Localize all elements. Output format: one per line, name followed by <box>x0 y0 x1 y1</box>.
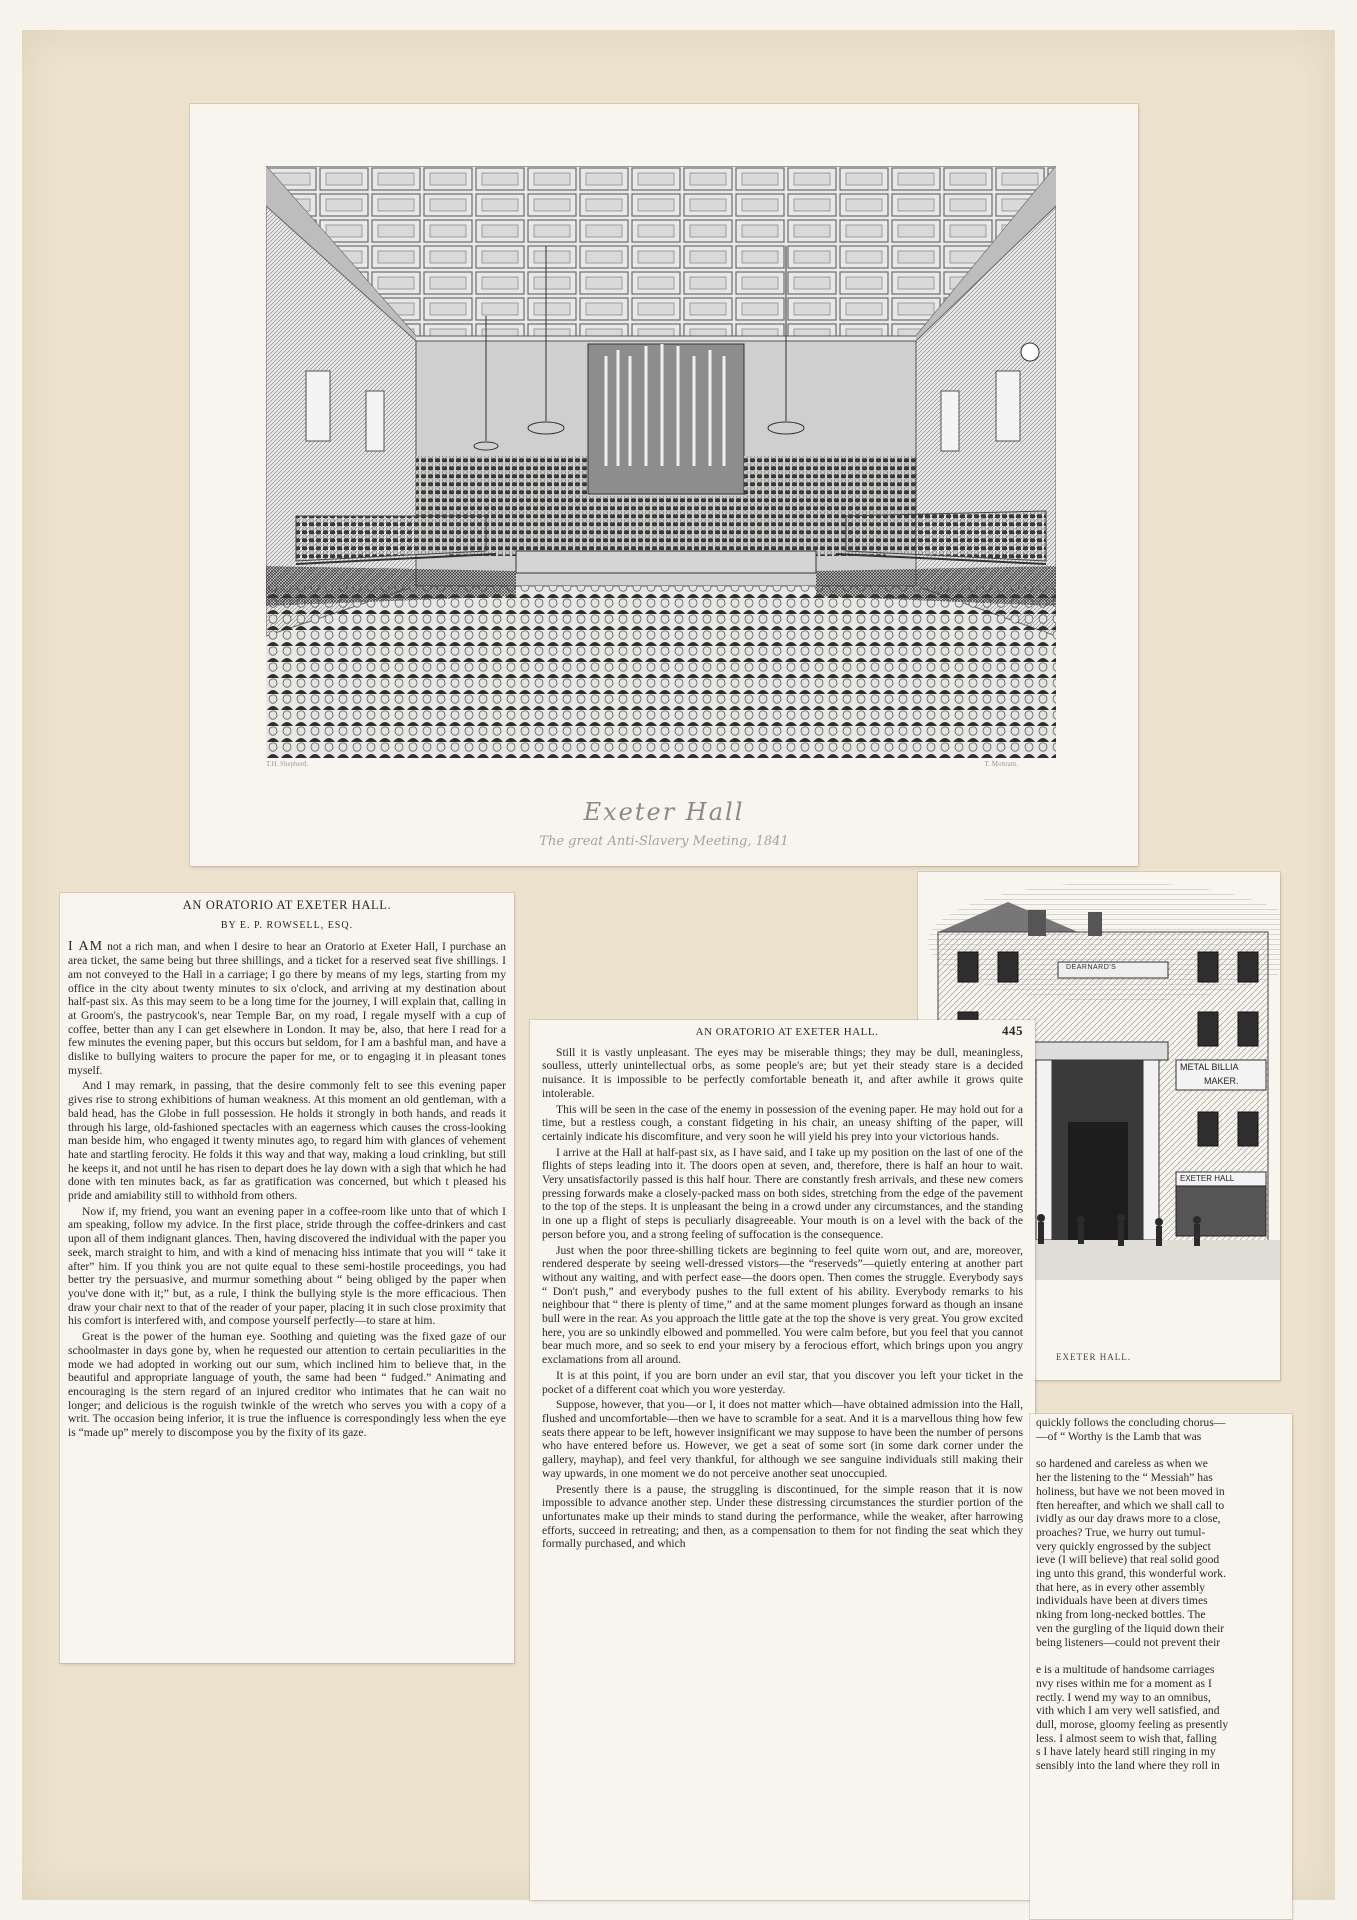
article-column-left <box>68 899 506 1440</box>
article-fragment-right <box>1030 1414 1292 1919</box>
fragment-line: ieve (I will believe) that real solid good <box>1036 1553 1220 1567</box>
plate-subtitle: The great Anti-Slavery Meeting, 1841 <box>539 834 789 849</box>
fragment-line: quickly follows the concluding chorus— <box>1036 1416 1226 1429</box>
running-head <box>542 1024 1023 1040</box>
fragment-line: nvy rises within me for a moment as I <box>1036 1676 1212 1690</box>
woodcut-sign-mid-2: MAKER. <box>1204 1076 1239 1086</box>
article-paragraph: This will be seen in the case of the enemy in possession of the evening paper. He may hold out for a time, but a restless cough, a constant fidgeting in his chair, an uneasy shifting of the paper, will certainly indicate his discomfiture, and very soon he will yield his prey into your victorious hands. <box>542 1102 1023 1143</box>
article-byline: BY E. P. ROWSELL, ESQ. <box>220 919 354 931</box>
fragment-line: less. I almost seem to wish that, falling <box>1036 1731 1217 1745</box>
article-column-center <box>542 1024 1023 1551</box>
fragment-line: ividly as our day draws more to a close, <box>1036 1512 1221 1526</box>
fragment-line: ing unto this grand, this wonderful work. <box>1036 1567 1226 1581</box>
fragment-line: rectly. I wend my way to an omnibus, <box>1036 1690 1211 1704</box>
fragment-line: her the listening to the “ Messiah” has <box>1036 1471 1213 1485</box>
exeter-hall-interior-engraving <box>266 166 1056 758</box>
article-clipping-center <box>530 1020 1035 1900</box>
article-paragraph: And I may remark, in passing, that the desire commonly felt to see this evening paper gives rise to strong exhibitions of human weakness. At this moment an old gentleman, with a bald head, has the Globe in full possession. He holds it strongly in both hands, and reads it through his large, old-fashioned spectacles with an eagerness which causes the cross-looking man beside him, who engaged it twenty minutes ago, to regard him with glances of vehement hate and startling ferocity. He folds it this way and that way, making a loud crinkling, but still he keeps it, and not until he has risen to depart does he lay down with a sigh that which he had done with ten minutes back, as far as gratification was concerned, but which t pleased his pride and amiability still to withhold from others. <box>68 1079 506 1203</box>
article-paragraph: Now if, my friend, you want an evening paper in a coffee-room like unto that of which I am speaking, follow my advice. In the first place, stride through the coffee-drinkers and cast upon all of them indignant glances. Then, having discovered the individual with the paper you seek, march straight to him, and with a kind of menacing hiss intimate that you will “ take it after” him. If you think you are not quite equal to these semi-hostile proceedings, you had better try the persuasive, and murmur something about “ being obliged by the paper when you've done with it;” but, as a rule, I think the bullying style is the more efficacious. Then draw your chair next to that of the reader of your paper, placing it in such close proximity that his comfort is interfered with, and compose yourself perfectly—to stare at him. <box>68 1204 506 1328</box>
fragment-line: individuals have been at divers times <box>1036 1594 1208 1608</box>
plate-title: Exeter Hall <box>583 798 745 826</box>
fragment-lines-b <box>1036 1457 1286 1649</box>
fragment-line: nking from long-necked bottles. The <box>1036 1608 1206 1622</box>
article-paragraph: I arrive at the Hall at half-past six, as I have said, and I take up my position on the last of one of the flights of steps leading into it. The doors open at seven, and, therefore, there is half an hour to wait. Very unsatisfactorily passed is this half hour. There are constantly fresh arrivals, and these new comers pressing forwards make a closely-packed mass on both sides, stretching from the edge of the pavement to the top of the steps. It is unpleasant the being in a crowd under any circumstances, and the standing in one up a flight of steps is peculiarly disagreeable. Your mouth is on a level with the back of the person before you, and a strong feeling of suffocation is the consequence. <box>542 1145 1023 1241</box>
dropcap: I AM <box>68 939 104 955</box>
fragment-column <box>1036 1416 1286 1773</box>
fragment-line: being listeners—could not prevent their <box>1036 1635 1221 1649</box>
article-paragraph: Still it is vastly unpleasant. The eyes may be miserable things; they may be dull, meaningless, soulless, utterly unintellectual orbs, as some people's are; but yet their steady stare is a decided nuisance. It is impossible to be perfectly comfortable beneath it, and after awhile it grows quite intolerable. <box>542 1045 1023 1100</box>
woodcut-sign-low: EXETER HALL <box>1180 1174 1235 1183</box>
article-paragraph: Just when the poor three-shilling tickets are beginning to feel quite worn out, and are, moreover, rendered desperate by seeing well-dressed vistors—the “reserveds”—quietly entering at another part without any waiting, and with perfect ease—the doors open. Then comes the struggle. Everybody says “ Don't push,” and everybody pushes to the full extent of his ability. Everybody remarks to his neighbour that “ there is plenty of time,” and at the same moment plunges forward as though an insane bull were in the rear. As you approach the little gate at the top the shove is very great. You grow excited here, you are so unkindly elbowed and pommelled. You were calm before, but you feel that you cannot bear much more, and so seek to end your misery by a ferocious effort, which brings upon you angry exclamations from all around. <box>542 1243 1023 1367</box>
fragment-line: s I have lately heard still ringing in my <box>1036 1745 1216 1759</box>
fragment-line: so hardened and careless as when we <box>1036 1457 1208 1471</box>
fragment-line: vith which I am very well satisfied, and <box>1036 1704 1220 1718</box>
woodcut-caption: EXETER HALL. <box>1056 1352 1131 1362</box>
engraver-credit-right: T. Mottram. <box>984 760 1018 768</box>
woodcut-sign-top: DEARNARD'S <box>1066 964 1117 971</box>
engraving-plate <box>190 104 1138 866</box>
page-number: 445 <box>1002 1023 1023 1038</box>
fragment-line: dull, morose, gloomy feeling as presently <box>1036 1718 1229 1732</box>
running-head-title: AN ORATORIO AT EXETER HALL. <box>695 1026 879 1038</box>
fragment-line: sensibly into the land where they roll in <box>1036 1759 1220 1773</box>
fragment-line: very quickly engrossed by the subject <box>1036 1539 1211 1553</box>
article-clipping-left <box>60 893 514 1663</box>
article-paragraph: I AM not a rich man, and when I desire to hear an Oratorio at Exeter Hall, I purchase an area ticket, the same being but three shillings, and a ticket for a reserved seat five shillings. I am not conveyed to the Hall in a carriage; I go there by means of my legs, starting from my office in the city about twenty minutes to six o'clock, and arriving at my destination about half-past six. As this may seem to be a long time for the journey, I will explain that, calling in at Groom's, the pastrycook's, near Temple Bar, on my road, I regale myself with a cup of coffee, better than any I can get elsewhere in London. It may be, also, that here I read for a few minutes the evening paper, but this occurs but seldom, for I am a bashful man, and have a dislike to bullying waiters to procure the paper for me, or to engaging it in pleasant tones myself. <box>68 939 506 1077</box>
article-paragraph: Great is the power of the human eye. Soothing and quieting was the fixed gaze of our schoolmaster in days gone by, when he requested our attention to certain peculiarities in the mode we had adopted in working out our sum, which inclined him to believe that, in the beautiful and appropriate language of youth, the same had been “ fudged.” Animating and encouraging is the stern regard of an injured creditor who intimates that he can wait no longer; and delicious is the roguish twinkle of the wretch who serves you with a copy of a writ. The occasion being inferior, it is true the influence is correspondingly less when the eye is “made up” merely to discompose you by the fixity of its gaze. <box>68 1330 506 1440</box>
article-paragraph: Presently there is a pause, the struggling is discontinued, for the simple reason that it is now impossible to advance another step. Under these distressing circumstances the sturdier portion of the unfortunates make up their minds to stand during the performance, while the weaker, after harrowing efforts, succeed in retreating; and then, as a compensation to them for not finding the seat which they formally purchased, and which <box>542 1482 1023 1551</box>
fragment-line: ven the gurgling of the liquid down their <box>1036 1621 1225 1635</box>
fragment-line: proaches? True, we hurry out tumul- <box>1036 1525 1206 1539</box>
article-paragraph: It is at this point, if you are born under an evil star, that you discover you left your ticket in the pocket of a different coat which you wore yesterday. <box>542 1368 1023 1396</box>
fragment-line: that here, as in every other assembly <box>1036 1580 1206 1594</box>
engraver-credit-left: T.H. Shepherd. <box>266 760 309 768</box>
fragment-line: e is a multitude of handsome carriages <box>1036 1663 1215 1677</box>
article-paragraph: Suppose, however, that you—or I, it does not matter which—have obtained admission into the Hall, flushed and uncomfortable—then we have to scramble for a seat. And it is a marvellous thing how few seats there appear to be left, however insignificant we may suppose to have been the number of persons who have entered before us. However, we get a seat of some sort (in some dark corner under the gallery, mayhap), and feel very thankful, for although we see sanguine individuals still making their way upwards, in one moment we do not perceive another seat unoccupied. <box>542 1398 1023 1480</box>
fragment-lines-c <box>1036 1663 1286 1773</box>
fragment-line: ften hereafter, and which we shall call to <box>1036 1498 1225 1512</box>
fragment-line: —of “ Worthy is the Lamb that was <box>1036 1429 1202 1443</box>
woodcut-sign-mid-1: METAL BILLIA <box>1180 1062 1239 1072</box>
fragment-line: holiness, but have we not been moved in <box>1036 1484 1225 1498</box>
fragment-lines-a <box>1036 1416 1286 1443</box>
article-heading: AN ORATORIO AT EXETER HALL. <box>182 898 392 912</box>
